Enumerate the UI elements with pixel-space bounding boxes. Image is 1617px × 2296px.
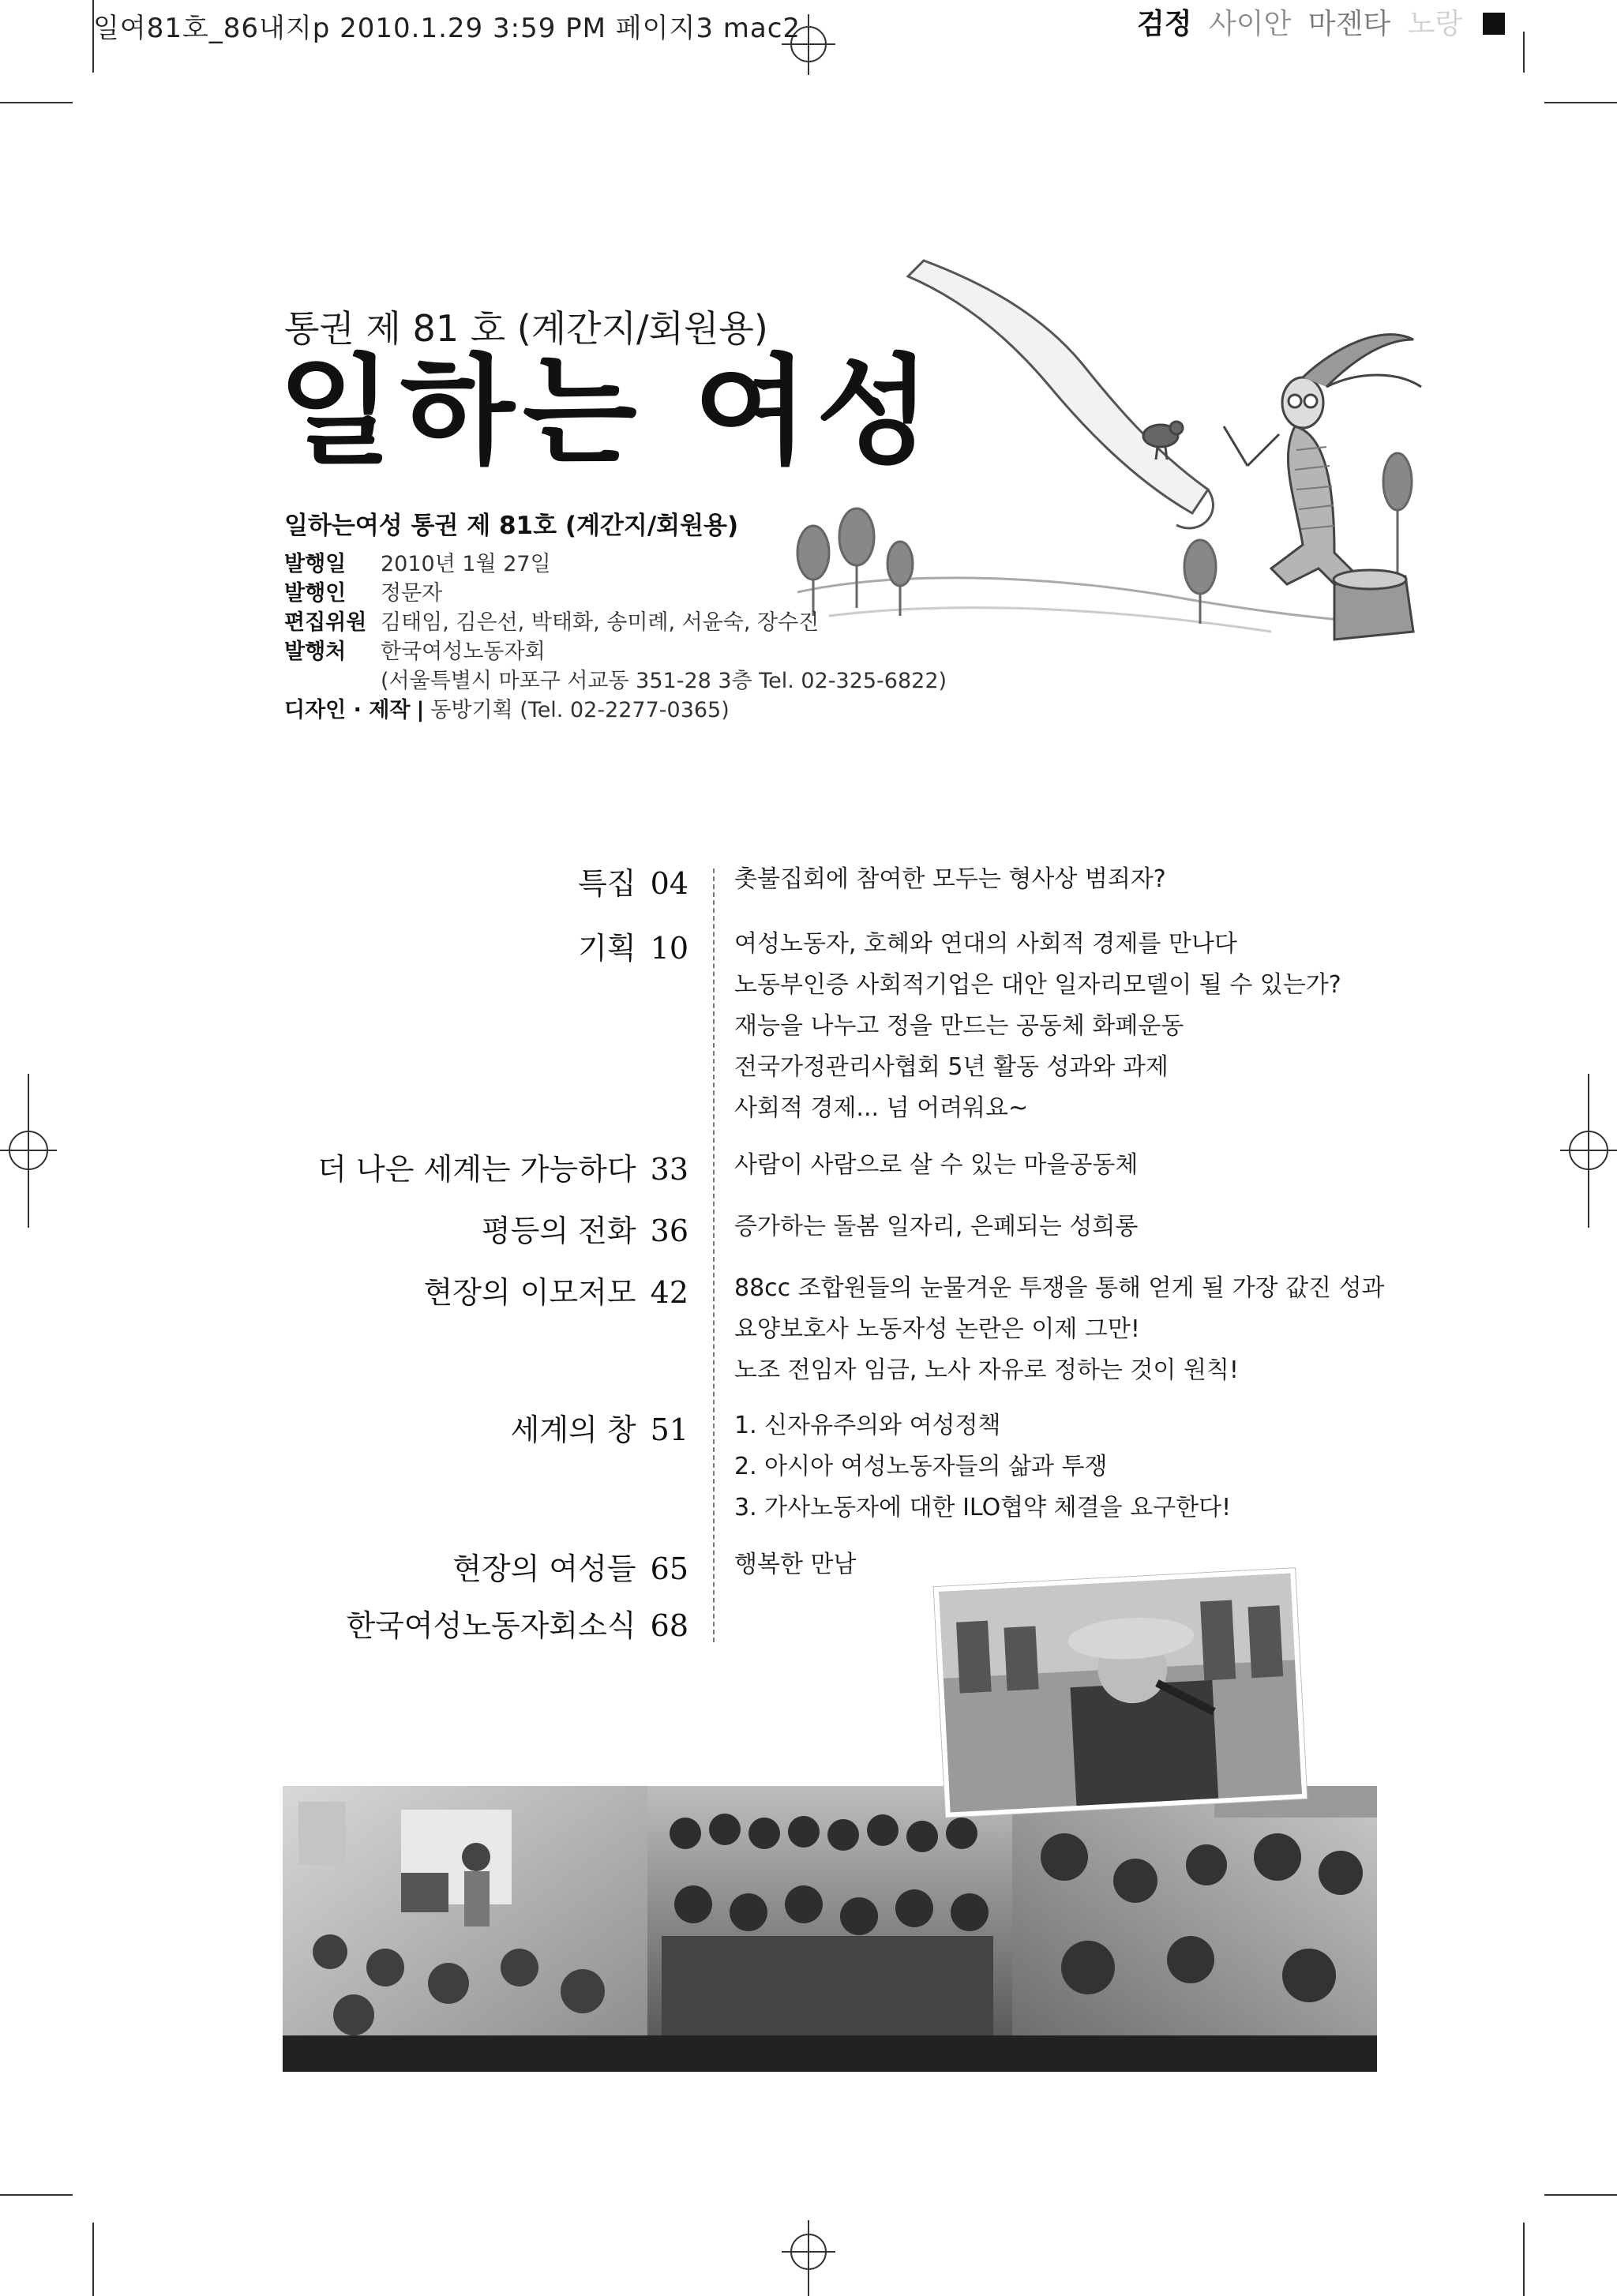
toc-section-name: 현장의 이모저모 [423,1275,636,1310]
toc-item: 촛불집회에 참여한 모두는 형사상 범죄자? [734,865,1166,893]
toc-section [424,1268,689,1311]
colophon-value: 한국여성노동자회 [381,640,546,664]
colophon-value: 동방기획 (Tel. 02-2277-0365) [430,698,730,722]
toc-page-number: 33 [650,1152,688,1187]
photo-rally-speaker [934,1568,1307,1818]
toc-items [734,924,1341,1129]
colophon-row-design [284,696,947,725]
toc-section-name: 특집 [578,866,636,901]
toc-items [734,1544,856,1585]
plate-cyan-label: 사이안 [1209,8,1292,40]
toc-item: 3. 가사노동자에 대한 ILO협약 체결을 요구한다! [734,1494,1232,1521]
toc-section [511,1405,688,1449]
photo-strip-bar [283,2035,1377,2072]
toc-section-name: 평등의 전화 [481,1214,636,1248]
colophon-label: 발행처 [284,640,347,664]
toc-item: 요양보호사 노동자성 논란은 이제 그만! [734,1315,1140,1343]
toc-section [452,1544,688,1588]
colophon-address: (서울특별시 마포구 서교동 351-28 3층 Tel. 02-325-6822) [381,669,947,693]
toc-item: 재능을 나누고 정을 만드는 공동체 화폐운동 [734,1012,1184,1040]
toc-section [578,924,688,967]
toc-page-number: 51 [650,1412,688,1447]
black-square-icon [1483,13,1505,35]
toc-item: 노조 전임자 임금, 노사 자유로 정하는 것이 원칙! [734,1356,1239,1384]
separator-bar: | [416,698,425,722]
print-slug: 일여81호_86내지p 2010.1.29 3:59 PM 페이지3 mac2 [93,13,801,44]
toc-page-number: 04 [650,866,688,901]
toc-section-name: 현장의 여성들 [452,1551,636,1586]
colophon-row-publish-date [284,550,947,579]
photo-meeting-room [283,1786,647,2035]
colophon [284,550,947,725]
toc-divider [713,869,715,1642]
toc-page-number: 65 [650,1551,688,1586]
colophon-value: 정문자 [381,581,443,606]
toc-section [317,1145,688,1188]
toc-items [734,1145,1138,1186]
photo-celebration [1012,1786,1377,2035]
colophon-value: 김태임, 김은선, 박태화, 송미례, 서윤숙, 장수진 [381,610,820,635]
toc-page-number: 68 [650,1608,688,1643]
toc-items [734,1268,1385,1391]
colophon-label: 편집위원 [284,610,367,635]
toc-item: 2. 아시아 여성노동자들의 삶과 투쟁 [734,1453,1108,1480]
colophon-row-editors [284,608,947,637]
plate-black-label: 검정 [1137,8,1192,40]
toc-section-name: 더 나은 세계는 가능하다 [317,1152,636,1187]
toc-item: 사회적 경제... 넘 어려워요~ [734,1094,1029,1122]
toc-section-name: 세계의 창 [510,1412,636,1447]
toc-section [578,859,688,902]
toc-page-number: 42 [650,1275,688,1310]
colophon-row-issuer [284,637,947,666]
toc-items [734,1206,1138,1247]
plate-magenta-label: 마젠타 [1307,8,1391,40]
plate-yellow-label: 노랑 [1407,8,1463,40]
photo-strip [283,1786,1377,2070]
toc-item: 노동부인증 사회적기업은 대안 일자리모델이 될 수 있는가? [734,971,1341,999]
color-plate-labels [1137,2,1513,42]
colophon-title: 일하는여성 통권 제 81호 (계간지/회원용) [284,512,739,540]
toc-section [346,1601,688,1645]
toc-page-number: 36 [650,1214,688,1248]
magazine-title: 일하는 여성 [278,343,939,481]
toc-item: 사람이 사람으로 살 수 있는 마을공동체 [734,1151,1139,1179]
toc-items [734,1405,1231,1529]
colophon-label: 발행일 [284,552,347,576]
toc-section-name: 기획 [578,931,636,966]
toc-item: 증가하는 돌봄 일자리, 은폐되는 성희롱 [734,1213,1139,1240]
toc-item: 전국가정관리사협회 5년 활동 성과와 과제 [734,1053,1169,1081]
toc-item: 1. 신자유주의와 여성정책 [734,1412,1001,1439]
issue-line: 통권 제 81 호 (계간지/회원용) [284,307,768,350]
colophon-label: 디자인 · 제작 [284,698,411,722]
toc-item: 88cc 조합원들의 눈물겨운 투쟁을 통해 얻게 될 가장 값진 성과 [734,1274,1385,1302]
photo-group-outdoors [647,1786,1012,2035]
toc-section [482,1206,688,1250]
toc-section-name: 한국여성노동자회소식 [346,1608,636,1643]
colophon-value: 2010년 1월 27일 [381,552,551,576]
colophon-row-publisher [284,579,947,608]
toc-page-number: 10 [650,931,688,966]
toc-item: 행복한 만남 [734,1551,857,1578]
toc-items [734,859,1166,900]
colophon-label: 발행인 [284,581,347,606]
toc-item: 여성노동자, 호혜와 연대의 사회적 경제를 만나다 [734,930,1237,958]
